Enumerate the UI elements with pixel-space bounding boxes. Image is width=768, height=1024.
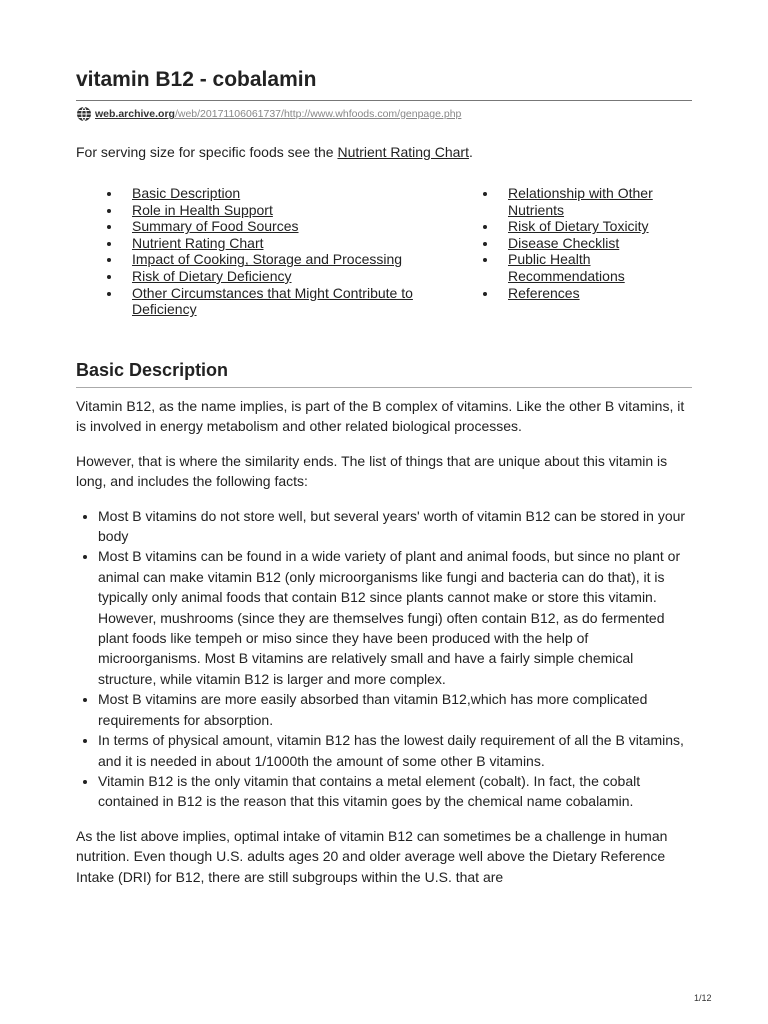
toc-item: [498, 218, 698, 235]
section-body: [76, 396, 692, 901]
list-item: • Most B vitamins do not store well, but several years' worth of vitamin B12 can be stored in your body: [98, 506, 692, 547]
toc-link-public-health[interactable]: Public Health Recommendations: [508, 251, 625, 284]
list-item: • In terms of physical amount, vitamin B12 has the lowest daily requirement of all the B vitamins, and it is needed in about 1/1000th the amount of some other B vitamins.: [98, 730, 692, 771]
toc-link-role-in-health[interactable]: Role in Health Support: [132, 201, 273, 218]
toc-item: [122, 285, 452, 318]
page-title: vitamin B12 - cobalamin: [76, 68, 317, 91]
serving-size-note: [76, 144, 473, 160]
toc-item: [122, 251, 452, 268]
toc-left-list: [104, 185, 452, 318]
list-item: • Vitamin B12 is the only vitamin that contains a metal element (cobalt). In fact, the cobalt contained in B12 is the reason that this vitamin goes by the chemical name cobalamin.: [98, 771, 692, 812]
toc-item: [122, 268, 452, 285]
toc-item: [498, 285, 698, 302]
page-number: 1/12: [694, 993, 712, 1003]
facts-list: [76, 506, 692, 812]
toc-link-other-circumstances[interactable]: Other Circumstances that Might Contribute to Deficiency: [132, 284, 413, 318]
toc-item: [122, 235, 452, 252]
paragraph: Vitamin B12, as the name implies, is part of the B complex of vitamins. Like the other B vitamins, it is involved in energy metabolism and other related biological processes.: [76, 398, 685, 435]
toc-link-dietary-toxicity[interactable]: Risk of Dietary Toxicity: [508, 218, 649, 235]
toc-item: [498, 185, 698, 218]
toc-link-basic-description[interactable]: Basic Description: [132, 185, 241, 201]
toc-item: [122, 185, 452, 202]
toc-link-references[interactable]: References: [508, 284, 580, 301]
source-path-link[interactable]: /web/20171106061737/http://www.whfoods.com/genpage.php: [174, 108, 462, 120]
toc-link-relationship-nutrients[interactable]: Relationship with Other Nutrients: [508, 185, 653, 218]
toc-item: [498, 235, 698, 252]
toc-link-dietary-deficiency[interactable]: Risk of Dietary Deficiency: [132, 267, 292, 284]
nutrient-rating-chart-link[interactable]: Nutrient Rating Chart: [337, 144, 469, 160]
paragraph: As the list above implies, optimal intake of vitamin B12 can sometimes be a challenge in human nutrition. Even though U.S. adults ages 20 and older average well above the Dietary Reference Intake (DRI) for B12, there are still subgroups within the U.S. that are: [76, 827, 668, 885]
toc-item: [122, 218, 452, 235]
intro-end: .: [468, 144, 473, 160]
section-heading: Basic Description: [76, 360, 229, 380]
source-domain-link[interactable]: web.archive.org: [95, 108, 175, 120]
list-item: • Most B vitamins are more easily absorbed than vitamin B12,which has more complicated requirements for absorption.: [98, 689, 692, 730]
toc-link-nutrient-rating-chart[interactable]: Nutrient Rating Chart: [132, 234, 264, 251]
toc-link-food-sources[interactable]: Summary of Food Sources: [132, 218, 299, 235]
list-item: • Most B vitamins can be found in a wide variety of plant and animal foods, but since no plant or animal can make vitamin B12 (only microorganisms like fungi and bacteria can do that), it is typically only animal foods that contain B12 since plants cannot make or store this vitamin. However, mushrooms (since they are themselves fungi) often contain B12, as do fermented plant foods like tempeh or miso since they have been produced with the help of microorganisms. Most B vitamins are relatively small and have a fairly simple chemical structure, while vitamin B12 is larger and more complex.: [98, 546, 692, 689]
globe-icon: [76, 106, 92, 122]
paragraph: However, that is where the similarity ends. The list of things that are unique about this vitamin is long, and includes the following facts:: [76, 452, 668, 490]
toc-right-list: [480, 185, 698, 301]
intro-text: For serving size for specific foods see the: [76, 144, 338, 160]
toc-item: [498, 251, 698, 284]
title-divider: [76, 100, 692, 101]
source-url: [76, 106, 461, 122]
toc-link-impact-of-cooking[interactable]: Impact of Cooking, Storage and Processing: [132, 251, 403, 268]
section-divider: [76, 387, 692, 388]
toc-item: [122, 202, 452, 219]
toc-link-disease-checklist[interactable]: Disease Checklist: [508, 234, 620, 251]
